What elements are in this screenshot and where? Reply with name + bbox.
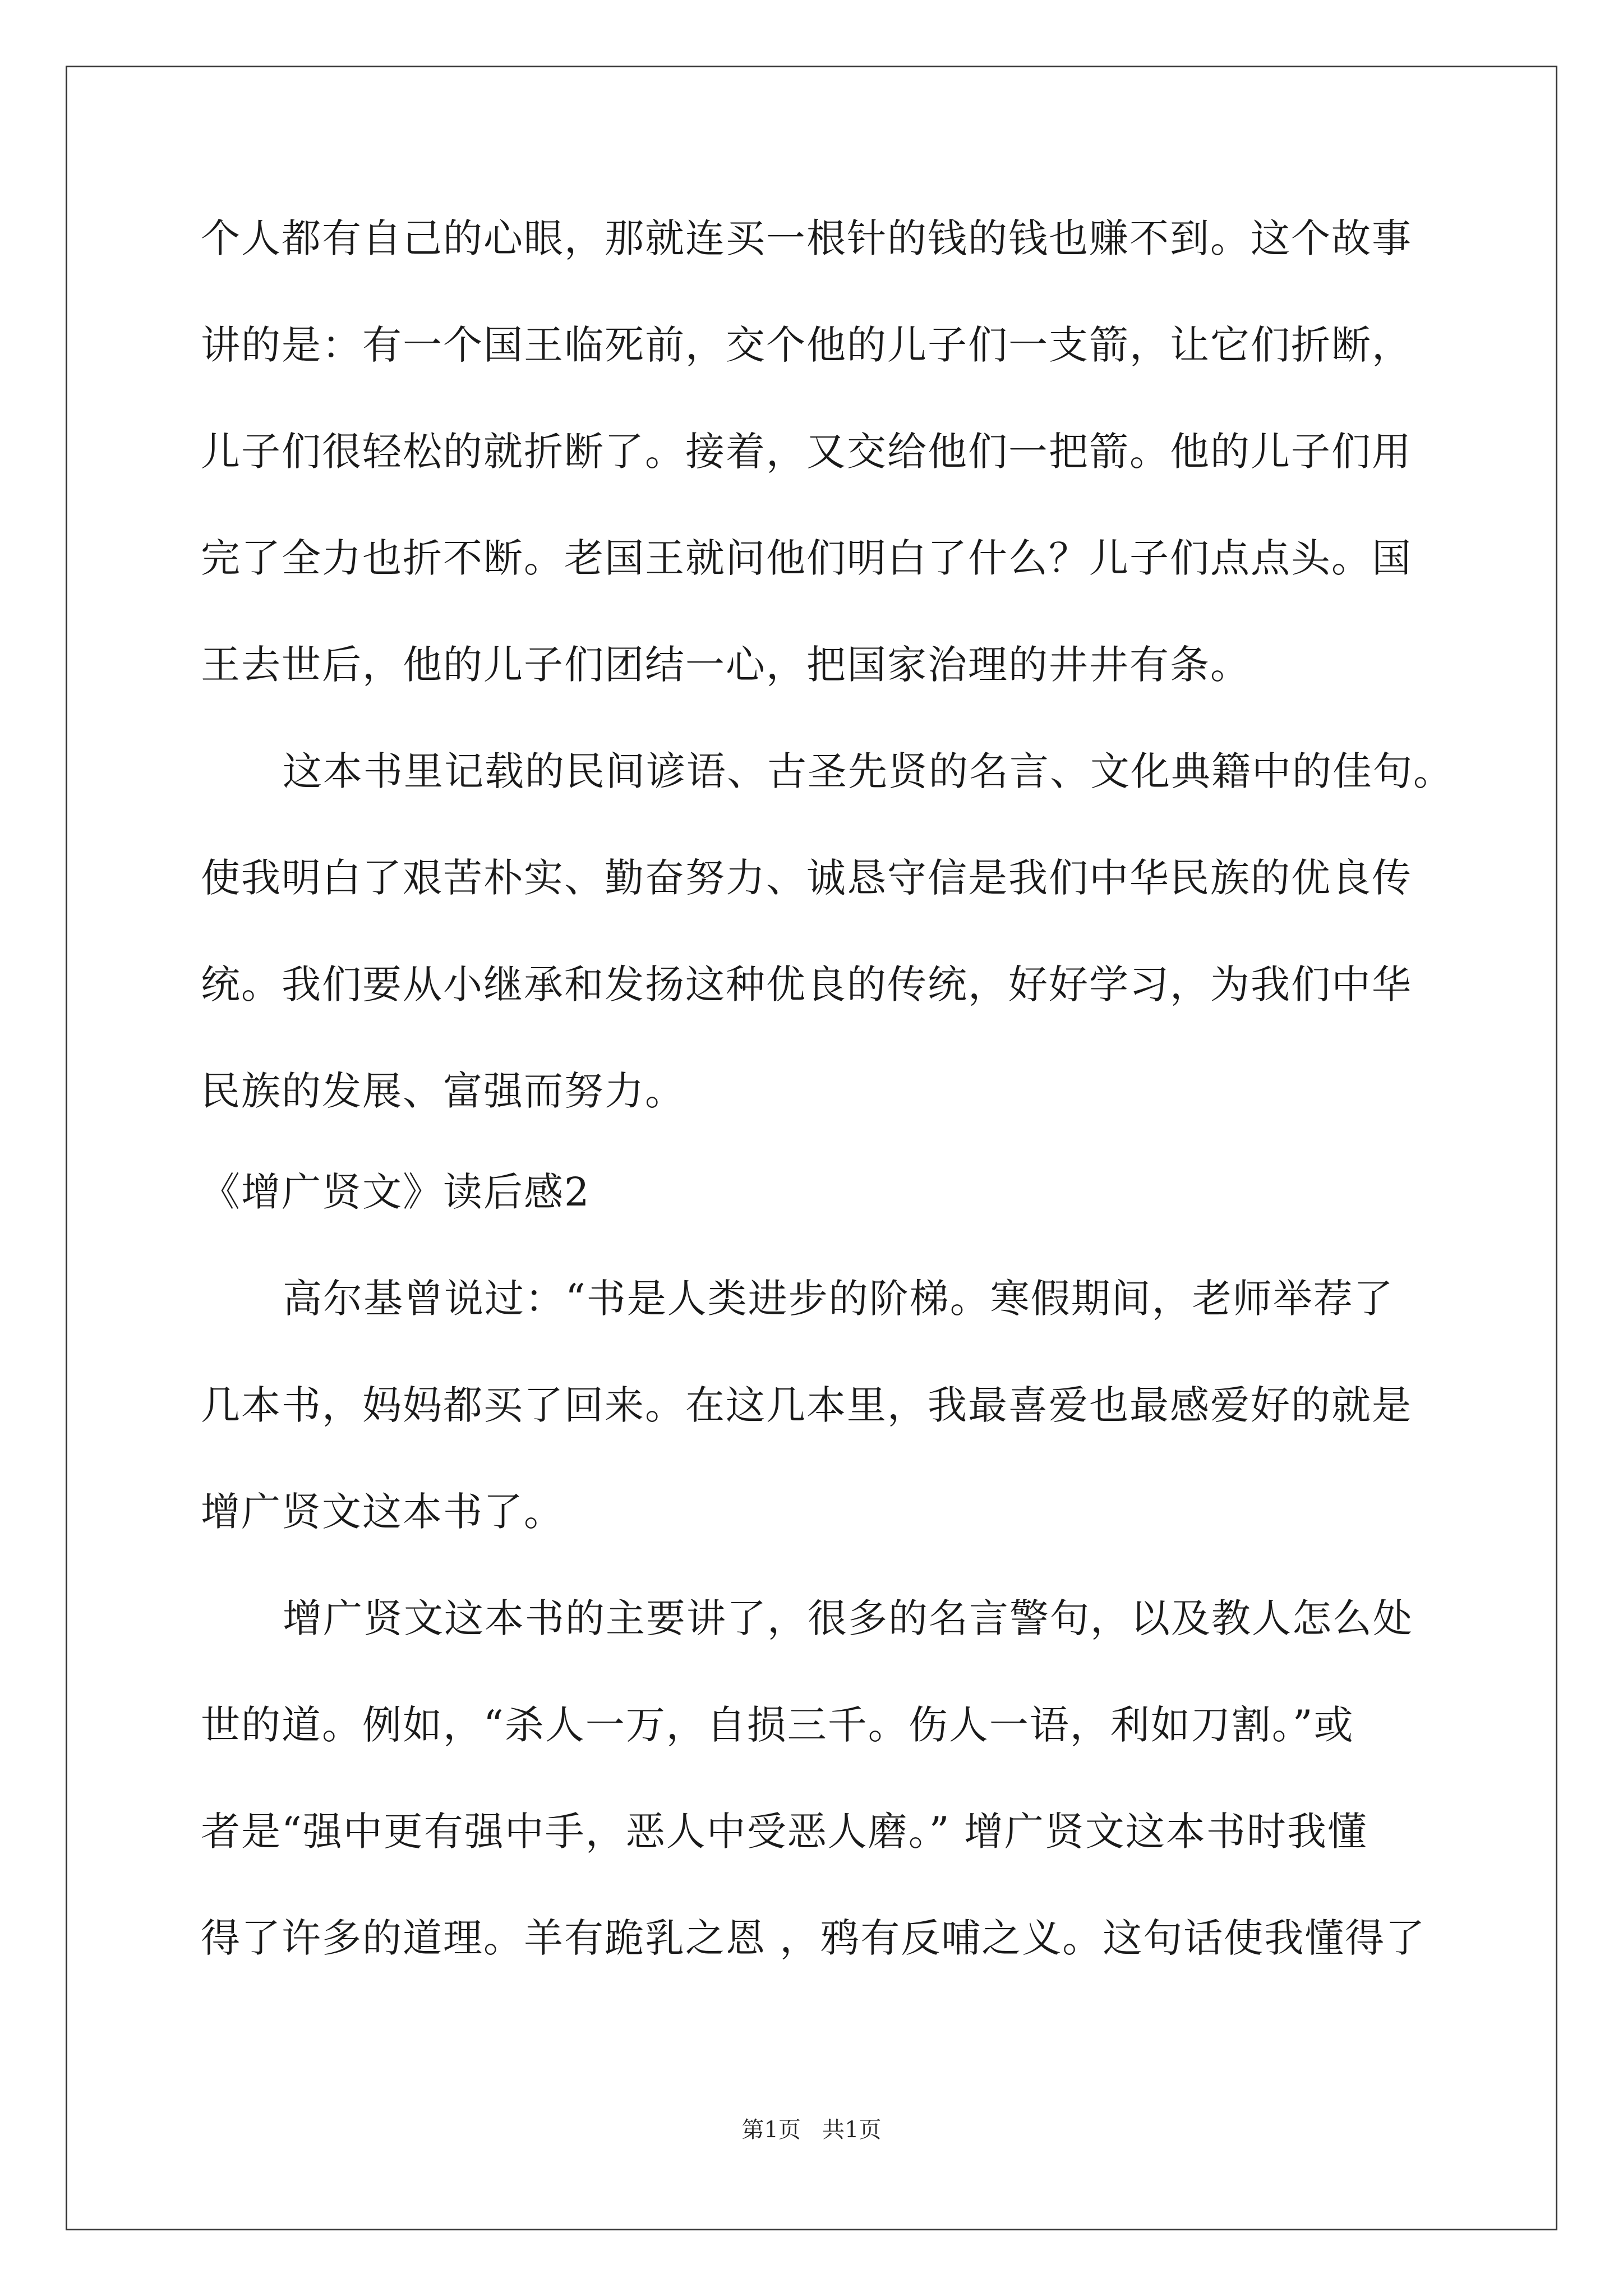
paragraph-start-line: 增广贤文这本书的主要讲了，很多的名言警句，以及教人怎么处 <box>283 1595 1413 1641</box>
page-number-footer: 第1页 共1页 <box>741 2117 882 2143</box>
text-line: 儿子们很轻松的就折断了。接着，又交给他们一把箭。他的儿子们用 <box>201 429 1412 475</box>
text-line: 使我明白了艰苦朴实、勤奋努力、诚恳守信是我们中华民族的优良传 <box>201 855 1412 901</box>
paragraph-start-line: 高尔基曾说过：“书是人类进步的阶梯。寒假期间，老师举荐了 <box>283 1276 1394 1322</box>
text-line: 者是“强中更有强中手，恶人中受恶人磨。” 增广贤文这本书时我懂 <box>201 1809 1368 1855</box>
page-border <box>66 66 1557 2230</box>
text-line: 讲的是：有一个国王临死前，交个他的儿子们一支箭，让它们折断， <box>201 322 1412 368</box>
text-line: 世的道。例如，“杀人一万，自损三千。伤人一语，利如刀割。”或 <box>201 1702 1354 1748</box>
text-line: 民族的发展、富强而努力。 <box>201 1068 685 1114</box>
text-line: 几本书，妈妈都买了回来。在这几本里，我最喜爱也最感爱好的就是 <box>201 1382 1412 1428</box>
paragraph-start-line: 这本书里记载的民间谚语、古圣先贤的名言、文化典籍中的佳句。 <box>283 748 1454 794</box>
text-line: 个人都有自己的心眼，那就连买一根针的钱的钱也赚不到。这个故事 <box>201 215 1412 261</box>
text-line: 得了许多的道理。羊有跪乳之恩 ，鸦有反哺之义。这句话使我懂得了 <box>201 1915 1426 1961</box>
text-line: 增广贤文这本书了。 <box>201 1489 564 1535</box>
section-title: 《增广贤文》读后感2 <box>201 1169 591 1215</box>
text-line: 统。我们要从小继承和发扬这种优良的传统，好好学习，为我们中华 <box>201 961 1412 1007</box>
text-line: 完了全力也折不断。老国王就问他们明白了什么？儿子们点点头。国 <box>201 535 1412 581</box>
text-line: 王去世后，他的儿子们团结一心，把国家治理的井井有条。 <box>201 642 1251 688</box>
